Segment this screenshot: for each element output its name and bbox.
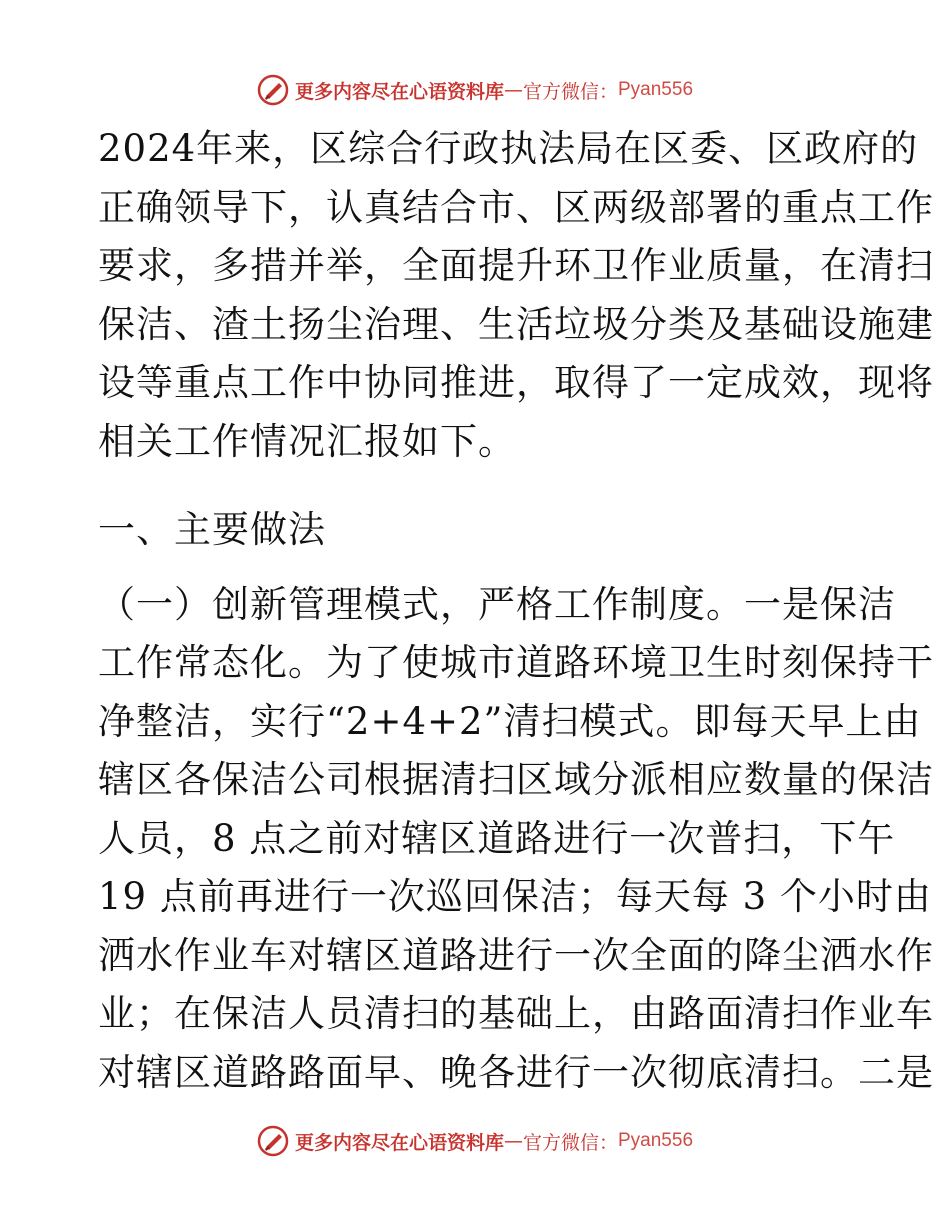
text-line: 业；在保洁人员清扫的基础上，由路面清扫作业车 [98,992,934,1035]
text-line: 要求，多措并举，全面提升环卫作业质量，在清扫 [98,244,934,287]
text-line: 洒水作业车对辖区道路进行一次全面的降尘洒水作 [98,933,934,977]
footer-watermark [0,1121,950,1161]
watermark-main-text: 更多内容尽在心语资料库 [294,1131,504,1154]
text-line: 相关工作情况汇报如下。 [98,419,516,463]
text-line: 人员，8 点之前对辖区道路进行一次普扫，下午 [98,816,896,860]
watermark-separator: — [503,1130,523,1152]
watermark-separator: — [503,79,523,101]
watermark-wechat-id: Pyan556 [618,79,694,100]
text-line: 工作常态化。为了使城市道路环境卫生时刻保持干 [98,641,934,684]
text-line: 净整洁，实行“2+4+2”清扫模式。即每天早上由 [98,699,922,743]
watermark-wechat-label: 官方微信： [522,80,618,103]
header-watermark [0,70,950,110]
text-line: 保洁、渣土扬尘治理、生活垃圾分类及基础设施建 [98,302,934,346]
watermark-wechat-label: 官方微信： [522,1131,618,1154]
text-line: 设等重点工作中协同推进，取得了一定成效，现将 [98,361,934,404]
document-body [98,120,934,1102]
intro-paragraph [98,120,934,471]
body-paragraph [98,576,934,1103]
text-line: 19 点前再进行一次巡回保洁；每天每 3 个小时由 [98,875,932,918]
text-line: 2024年来，区综合行政执法局在区委、区政府的 [98,127,919,170]
watermark-main-text: 更多内容尽在心语资料库 [294,80,504,103]
logo-icon [257,1125,289,1157]
watermark-wechat-id: Pyan556 [618,1130,694,1151]
logo-icon [257,74,289,106]
text-line: （一）创新管理模式，严格工作制度。一是保洁 [98,582,896,626]
text-line: 对辖区道路路面早、晚各进行一次彻底清扫。二是 [98,1050,934,1094]
section-heading: 一、主要做法 [98,508,326,551]
text-line: 辖区各保洁公司根据清扫区域分派相应数量的保洁 [98,758,934,801]
text-line: 正确领导下，认真结合市、区两级部署的重点工作 [98,185,934,229]
